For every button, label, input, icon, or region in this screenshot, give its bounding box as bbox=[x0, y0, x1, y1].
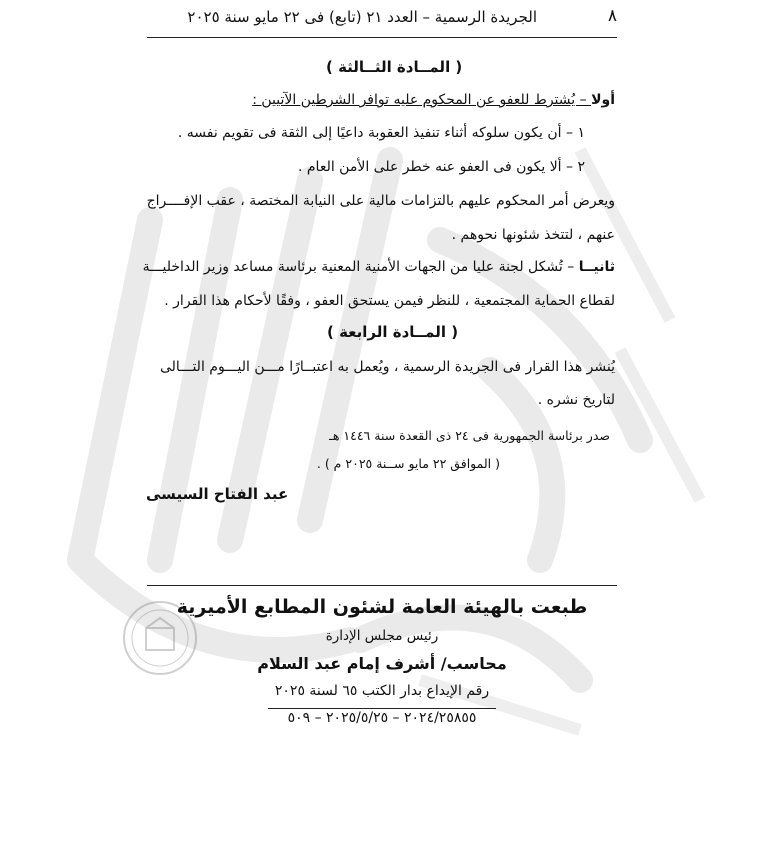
first-text: – يُشترط للعفو عن المحكوم عليه توافر الشرطين الآتيين : bbox=[252, 92, 592, 108]
article4-line2: لتاريخ نشره . bbox=[537, 392, 615, 408]
article3-second-line1 bbox=[143, 259, 615, 275]
article3-paragraph-line2: عنهم ، لتتخذ شئونها نحوهم . bbox=[451, 227, 615, 243]
footer-divider bbox=[147, 585, 617, 586]
condition-2: ٢ – ألا يكون فى العفو عنه خطر على الأمن العام . bbox=[297, 159, 585, 175]
article3-second-line2: لقطاع الحماية المجتمعية ، للنظر فيمن يستحق العفو ، وفقًا لأحكام هذا القرار . bbox=[164, 293, 615, 309]
article4-line1: يُنشر هذا القرار فى الجريدة الرسمية ، ويُعمل به اعتبــارًا مـــن اليـــوم التـــالى bbox=[159, 359, 615, 375]
print-code: ٢٠٢٤/٢٥٨٥٥ – ٢٠٢٥/٥/٢٥ – ٥٠٩ bbox=[287, 710, 477, 726]
second-label: ثانيــا bbox=[578, 259, 615, 275]
second-text: – تُشكل لجنة عليا من الجهات الأمنية المعنية برئاسة مساعد وزير الداخليـــة bbox=[142, 259, 579, 275]
first-label: أولا bbox=[591, 92, 615, 108]
signature: عبد الفتاح السيسى bbox=[146, 485, 289, 503]
condition-1: ١ – أن يكون سلوكه أثناء تنفيذ العقوبة داعيًا إلى الثقة فى تقويم نفسه . bbox=[177, 125, 585, 141]
article3-paragraph-line1: ويعرض أمر المحكوم عليهم بالتزامات مالية على النيابة المختصة ، عقب الإفــــراج bbox=[146, 193, 615, 209]
header-divider bbox=[147, 37, 617, 38]
issuance-date-gregorian: ( الموافق ٢٢ مايو ســنة ٢٠٢٥ م ) . bbox=[316, 456, 500, 471]
chairman-title: رئيس مجلس الإدارة bbox=[325, 628, 439, 644]
article3-first bbox=[252, 92, 615, 108]
article3-heading: ( المــادة الثــالثة ) bbox=[326, 58, 463, 76]
deposit-number: رقم الإيداع بدار الكتب ٦٥ لسنة ٢٠٢٥ bbox=[274, 683, 490, 699]
chairman-name: محاسب/ أشرف إمام عبد السلام bbox=[257, 654, 507, 673]
footer-small-divider bbox=[268, 708, 496, 709]
issuance-date-hijri: صدر برئاسة الجمهورية فى ٢٤ ذى القعدة سنة ١٤٤٦ هـ bbox=[329, 428, 610, 443]
printed-by: طبعت بالهيئة العامة لشئون المطابع الأميرية bbox=[176, 596, 588, 618]
page-number: ٨ bbox=[607, 6, 617, 26]
gazette-title: الجريدة الرسمية – العدد ٢١ (تابع) فى ٢٢ مايو سنة ٢٠٢٥ bbox=[187, 8, 537, 26]
page-header bbox=[147, 6, 617, 36]
article4-heading: ( المــادة الرابعة ) bbox=[327, 323, 459, 341]
